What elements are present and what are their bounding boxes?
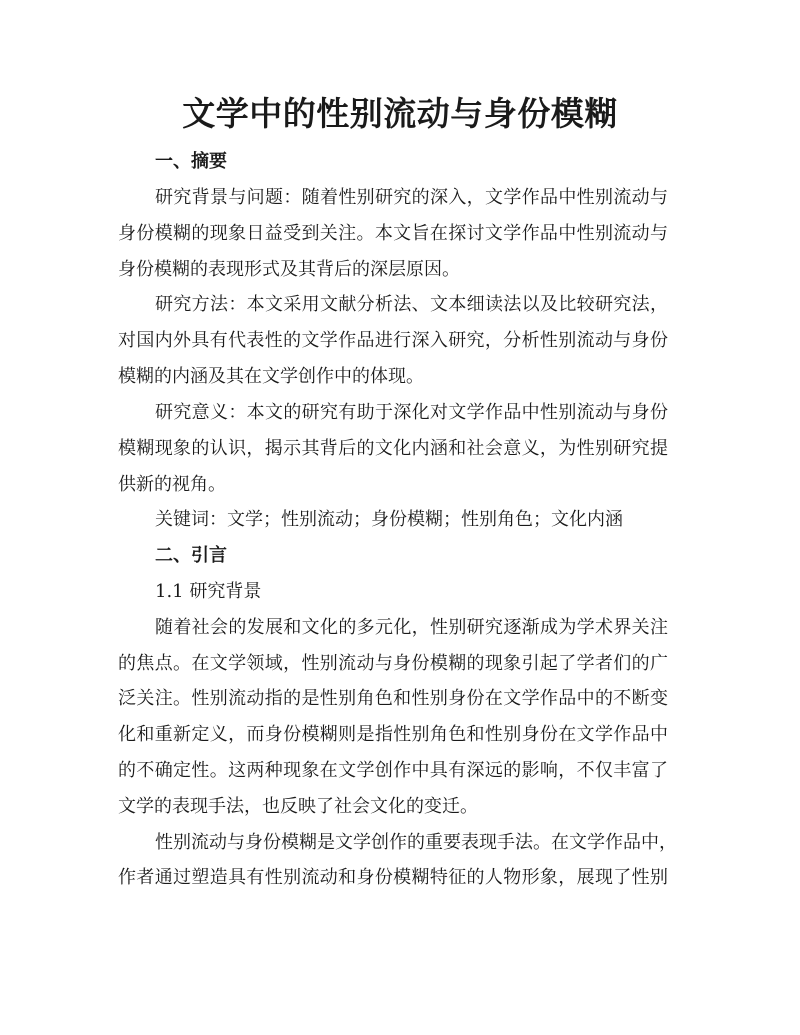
paragraph-line: 文学的表现手法，也反映了社会文化的变迁。 [118, 796, 478, 817]
paragraph-line: 模糊的内涵及其在文学创作中的体现。 [118, 366, 424, 387]
keywords-line: 关键词：文学；性别流动；身份模糊；性别角色；文化内涵 [155, 509, 623, 530]
subsection-heading: 1.1 研究背景 [155, 581, 262, 602]
paragraph-line: 作者通过塑造具有性别流动和身份模糊特征的人物形象，展现了性别 [118, 867, 668, 888]
paragraph-line: 随着社会的发展和文化的多元化，性别研究逐渐成为学术界关注 [155, 617, 668, 638]
paragraph-line: 研究方法：本文采用文献分析法、文本细读法以及比较研究法， [155, 294, 668, 315]
paragraph-line: 的焦点。在文学领域，性别流动与身份模糊的现象引起了学者们的广 [118, 653, 668, 674]
paragraph-line: 性别流动与身份模糊是文学创作的重要表现手法。在文学作品中， [155, 832, 677, 853]
document-title: 文学中的性别流动与身份模糊 [182, 94, 618, 133]
paragraph-line: 的不确定性。这两种现象在文学创作中具有深远的影响，不仅丰富了 [118, 760, 668, 781]
paragraph-line: 研究背景与问题：随着性别研究的深入，文学作品中性别流动与 [155, 187, 668, 208]
section-heading-abstract: 一、摘要 [155, 151, 227, 172]
paragraph-line: 模糊现象的认识，揭示其背后的文化内涵和社会意义，为性别研究提 [118, 438, 668, 459]
paragraph-line: 化和重新定义，而身份模糊则是指性别角色和性别身份在文学作品中 [118, 724, 668, 745]
paragraph-line: 供新的视角。 [118, 474, 226, 495]
paragraph-line: 研究意义：本文的研究有助于深化对文学作品中性别流动与身份 [155, 402, 668, 423]
paragraph-line: 泛关注。性别流动指的是性别角色和性别身份在文学作品中的不断变 [118, 688, 668, 709]
paragraph-line: 身份模糊的表现形式及其背后的深层原因。 [118, 259, 460, 280]
paragraph-line: 身份模糊的现象日益受到关注。本文旨在探讨文学作品中性别流动与 [118, 223, 668, 244]
section-heading-introduction: 二、引言 [155, 545, 227, 566]
paragraph-line: 对国内外具有代表性的文学作品进行深入研究，分析性别流动与身份 [118, 330, 668, 351]
